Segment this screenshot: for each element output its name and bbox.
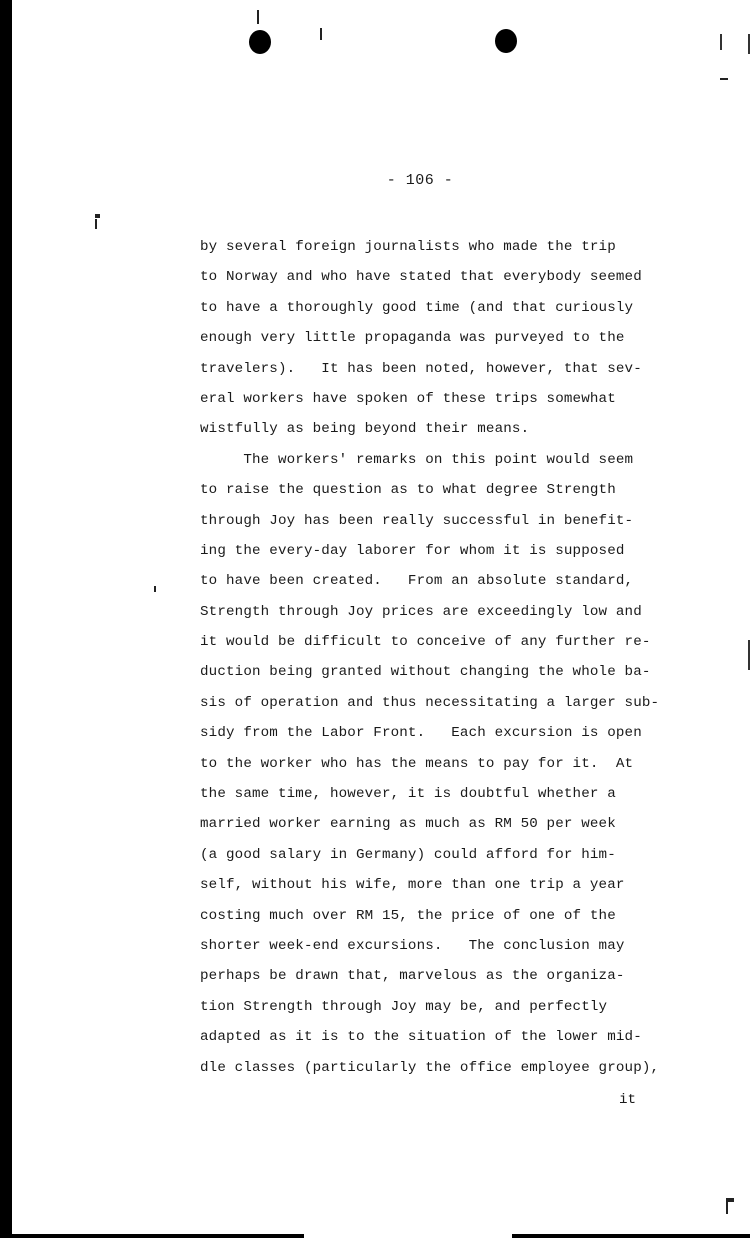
scan-mark [257,10,259,24]
text-line: the same time, however, it is doubtful whether a [200,786,616,803]
scan-mark [154,586,156,592]
text-line: tion Strength through Joy may be, and perfectly [200,998,608,1015]
catchword: it [619,1092,637,1108]
paragraph [200,445,680,1083]
text-line: to Norway and who have stated that everybody seemed [200,269,642,286]
text-line: perhaps be drawn that, marvelous as the organiza- [200,968,625,985]
text-line: to have a thoroughly good time (and that curiously [200,299,634,316]
punch-hole [249,30,271,54]
scan-mark [720,34,722,50]
scan-mark [95,219,97,229]
scan-mark [720,78,728,80]
text-line: it would be difficult to conceive of any further re- [200,634,651,651]
punch-hole [495,29,517,53]
text-line: The workers' remarks on this point would seem [200,451,634,468]
text-line: (a good salary in Germany) could afford for him- [200,846,616,863]
text-line: duction being granted without changing the whole ba- [200,664,651,681]
text-line: eral workers have spoken of these trips somewhat [200,390,616,407]
scan-mark [726,1202,728,1214]
text-line: wistfully as being beyond their means. [200,421,530,438]
scan-mark [95,214,100,218]
document-body [200,232,680,1083]
scan-mark [320,28,322,40]
text-line: self, without his wife, more than one trip a year [200,877,625,894]
text-line: to the worker who has the means to pay for it. At [200,755,634,772]
text-line: sis of operation and thus necessitating a larger sub- [200,694,660,711]
text-line: sidy from the Labor Front. Each excursion is open [200,725,642,742]
text-line: travelers). It has been noted, however, that sev- [200,360,642,377]
text-line: shorter week-end excursions. The conclusion may [200,937,625,954]
page-number [0,172,750,189]
page-number-text: - 106 - [386,172,454,189]
text-line: married worker earning as much as RM 50 per week [200,816,616,833]
text-line: Strength through Joy prices are exceedingly low and [200,603,642,620]
text-line: to have been created. From an absolute standard, [200,573,634,590]
text-line: by several foreign journalists who made the trip [200,239,616,255]
text-line: to raise the question as to what degree Strength [200,482,616,499]
scan-bottom-border [512,1234,750,1238]
text-line: adapted as it is to the situation of the lower mid- [200,1029,642,1046]
paragraph [200,232,680,445]
text-line: ing the every-day laborer for whom it is supposed [200,542,625,559]
text-line: enough very little propaganda was purveyed to the [200,330,625,347]
text-line: through Joy has been really successful in benefit- [200,512,634,529]
text-line: costing much over RM 15, the price of one of the [200,907,616,924]
text-line: dle classes (particularly the office employee group), [200,1059,660,1076]
scan-bottom-border [12,1234,304,1238]
